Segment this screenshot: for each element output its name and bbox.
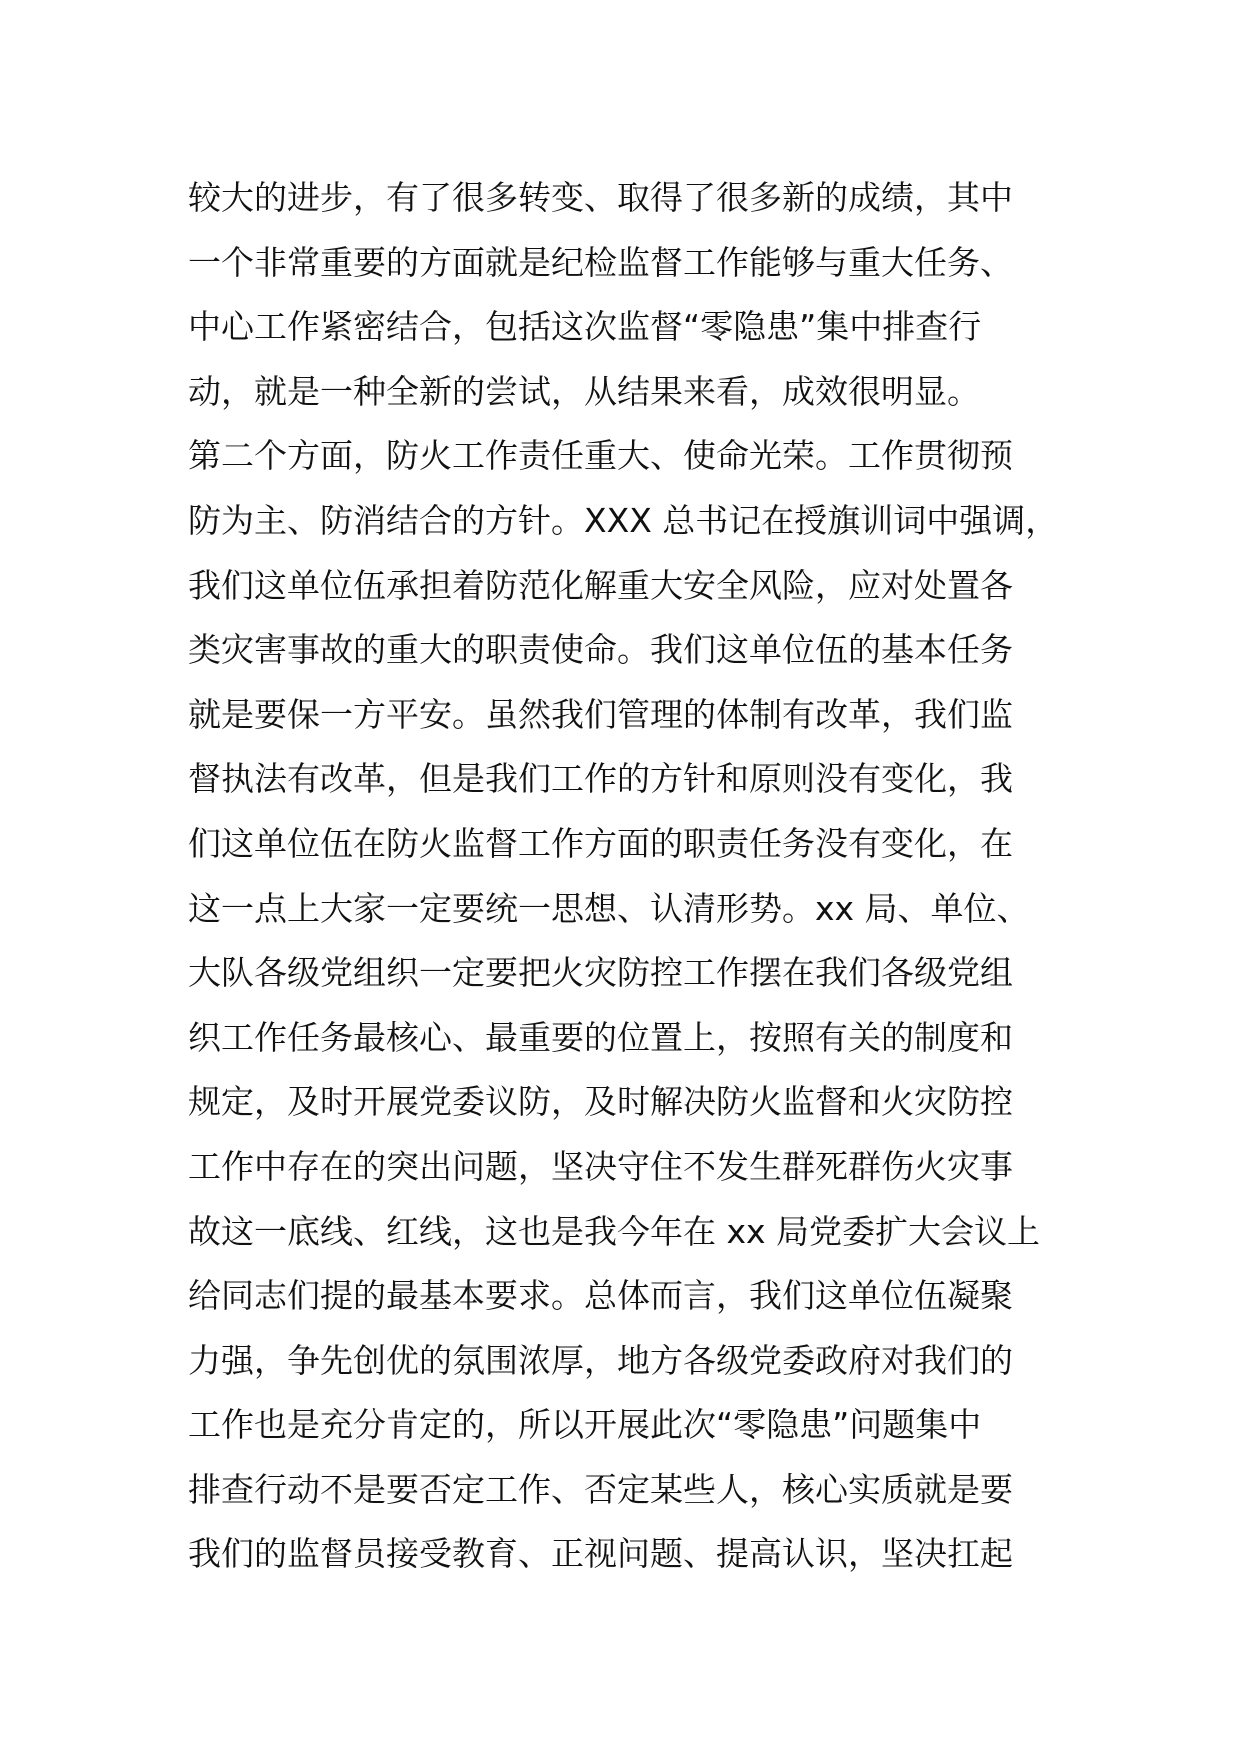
text-line: 这一点上大家一定要统一思想、认清形势。xx 局、单位、 — [188, 888, 1030, 928]
text-line: 第二个方面，防火工作责任重大、使命光荣。工作贯彻预 — [188, 436, 1013, 476]
text-line: 我们的监督员接受教育、正视问题、提高认识，坚决扛起 — [188, 1534, 1013, 1574]
text-line: 大队各级党组织一定要把火灾防控工作摆在我们各级党组 — [188, 953, 1013, 993]
text-line: 织工作任务最核心、最重要的位置上，按照有关的制度和 — [188, 1017, 1013, 1057]
text-line: 督执法有改革，但是我们工作的方针和原则没有变化，我 — [188, 759, 1013, 799]
text-line: 动，就是一种全新的尝试，从结果来看，成效很明显。 — [188, 371, 980, 411]
text-line: 我们这单位伍承担着防范化解重大安全风险，应对处置各 — [188, 565, 1013, 605]
text-line: 防为主、防消结合的方针。XXX 总书记在授旗训词中强调， — [188, 500, 1059, 540]
text-line: 给同志们提的最基本要求。总体而言，我们这单位伍凝聚 — [188, 1276, 1013, 1316]
text-line: 工作也是充分肯定的，所以开展此次“零隐患”问题集中 — [188, 1405, 982, 1445]
text-line: 排查行动不是要否定工作、否定某些人，核心实质就是要 — [188, 1469, 1013, 1509]
text-line: 中心工作紧密结合，包括这次监督“零隐患”集中排查行 — [188, 307, 982, 347]
text-line: 类灾害事故的重大的职责使命。我们这单位伍的基本任务 — [188, 630, 1013, 670]
text-line: 一个非常重要的方面就是纪检监督工作能够与重大任务、 — [188, 242, 1013, 282]
text-line: 工作中存在的突出问题，坚决守住不发生群死群伤火灾事 — [188, 1146, 1013, 1186]
text-line: 力强，争先创优的氛围浓厚，地方各级党委政府对我们的 — [188, 1340, 1013, 1380]
text-line: 故这一底线、红线，这也是我今年在 xx 局党委扩大会议上 — [188, 1211, 1041, 1251]
text-line: 规定，及时开展党委议防，及时解决防火监督和火灾防控 — [188, 1082, 1013, 1122]
body-text — [188, 166, 1068, 1587]
text-line: 就是要保一方平安。虽然我们管理的体制有改革，我们监 — [188, 694, 1013, 734]
text-line: 们这单位伍在防火监督工作方面的职责任务没有变化，在 — [188, 823, 1013, 863]
text-line: 较大的进步，有了很多转变、取得了很多新的成绩，其中 — [188, 178, 1013, 217]
